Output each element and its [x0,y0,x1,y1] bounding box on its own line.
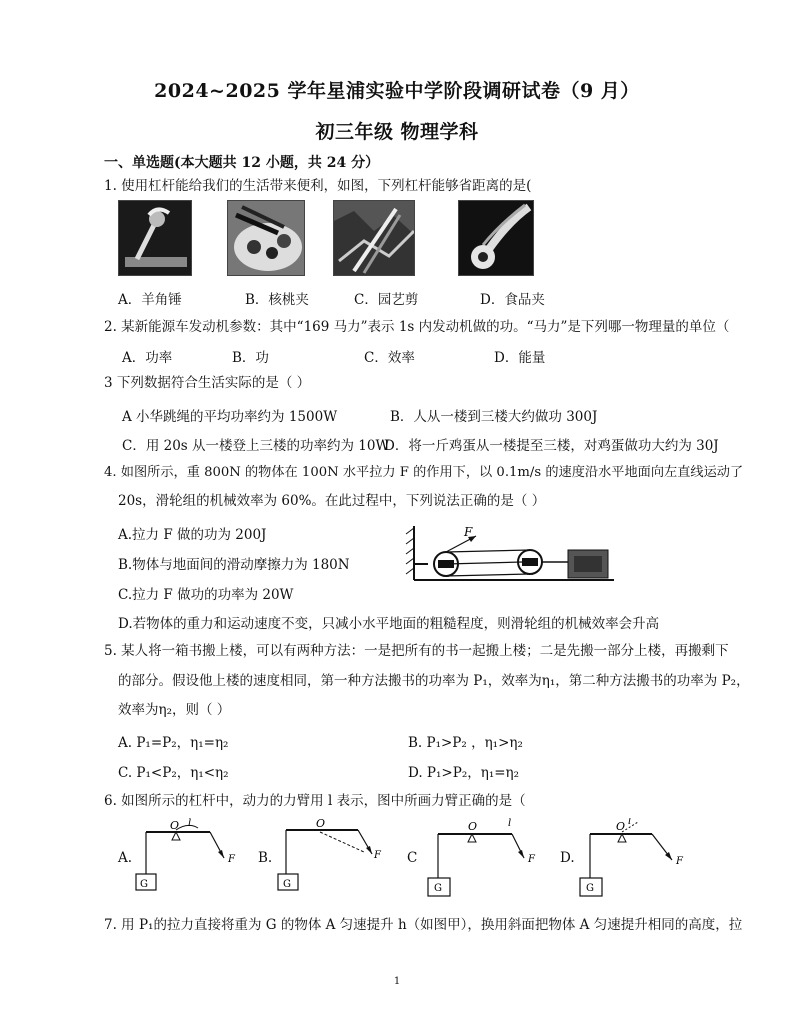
lever-d-pivot-label: O [616,820,626,833]
lever-a-weight-label: G [140,879,148,890]
q6-option-d: D. [560,850,575,866]
lever-figure-c [422,818,542,898]
q6-option-b: B. [258,850,273,866]
lever-a-pivot-label: O [170,819,180,832]
lever-figure-b [276,818,388,894]
q2-option-c: C．效率 [364,350,415,366]
q5-stem-line1: 5. 某人将一箱书搬上楼，可以有两种方法：一是把所有的书一起搬上楼；二是先搬一部分上楼，再搬剩下 [104,643,729,659]
q5-option-c: C. P₁<P₂，η₁<η₂ [118,765,229,781]
q4-option-d: D.若物体的重力和运动速度不变，只减小水平地面的粗糙程度，则滑轮组的机械效率会升高 [118,616,660,632]
q7-stem: 7. 用 P₁的拉力直接将重为 G 的物体 A 匀速提升 h（如图甲），换用斜面把物体 A 匀速提升相同的高度，拉 [104,917,743,933]
exam-subtitle: 初三年级 物理学科 [315,121,479,143]
lever-b-force-label: F [374,850,381,861]
pulley-force-label: F [464,525,473,539]
q1-option-c: C．园艺剪 [354,292,419,308]
hammer-photo [118,200,192,276]
q3-option-b: B．人从一楼到三楼大约做功 300J [390,409,598,425]
q4-option-c: C.拉力 F 做功的功率为 20W [118,587,294,603]
q1-option-d: D．食品夹 [480,292,545,308]
q5-option-d: D. P₁>P₂，η₁=η₂ [408,765,520,781]
q2-option-a: A．功率 [122,350,173,366]
q1-option-a: A．羊角锤 [118,292,182,308]
q6-option-c: C [407,850,418,866]
lever-c-weight-label: G [434,883,442,894]
lever-a-force-label: F [228,854,235,865]
lever-d-force-label: F [676,856,683,867]
food-tongs-photo [458,200,534,276]
exam-title: 2024~2025 学年星浦实验中学阶段调研试卷（9 月） [154,80,640,102]
q3-option-c: C．用 20s 从一楼登上三楼的功率约为 10W [122,438,390,454]
q4-option-b: B.物体与地面间的滑动摩擦力为 180N [118,557,350,573]
q5-stem-line3: 效率为η₂，则（ ） [118,702,231,718]
q4-stem-line1: 4. 如图所示，重 800N 的物体在 100N 水平拉力 F 的作用下，以 0.1m/s 的速度沿水平地面向左直线运动了 [104,465,744,480]
q4-option-a: A.拉力 F 做的功为 200J [118,527,267,543]
q6-stem: 6. 如图所示的杠杆中，动力的力臂用 l 表示，图中所画力臂正确的是（ [104,793,526,809]
q6-option-a: A. [118,850,133,866]
q2-option-b: B．功 [232,350,269,366]
lever-figure-a [132,818,242,894]
nutcracker-photo [227,200,305,276]
lever-c-force-label: F [528,854,535,865]
lever-b-weight-label: G [283,879,291,890]
pulley-figure [404,522,624,588]
section-heading: 一、单选题(本大题共 12 小题，共 24 分） [104,155,380,171]
lever-d-weight-label: G [586,883,594,894]
q2-stem: 2. 某新能源车发动机参数：其中“169 马力”表示 1s 内发动机做的功。“马力”是下列哪一物理量的单位（ [104,319,730,335]
q3-option-d: D．将一斤鸡蛋从一楼提至三楼，对鸡蛋做功大约为 30J [384,438,719,454]
q1-option-b: B．核桃夹 [245,292,309,308]
lever-c-pivot-label: O [468,820,478,833]
q2-option-d: D．能量 [494,350,546,366]
q1-stem: 1. 使用杠杆能给我们的生活带来便利，如图，下列杠杆能够省距离的是( [104,178,532,194]
lever-figure-d [576,818,696,898]
q5-stem-line2: 的部分。假设他上楼的速度相同，第一种方法搬书的功率为 P₁，效率为η₁，第二种方法搬书的功率为 P₂， [118,673,750,689]
q5-option-b: B. P₁>P₂ ，η₁>η₂ [408,735,523,751]
page-number: 1 [393,976,401,987]
q3-stem: 3 下列数据符合生活实际的是（ ） [104,375,311,391]
q5-option-a: A. P₁=P₂，η₁=η₂ [118,735,229,751]
lever-d-arm-label: l [628,818,632,827]
lever-c-arm-label: l [508,818,512,829]
q4-stem-line2: 20s，滑轮组的机械效率为 60%。在此过程中，下列说法正确的是（ ） [118,493,546,509]
lever-a-arm-label: l [188,818,192,829]
garden-shears-photo [333,200,415,276]
lever-b-pivot-label: O [316,818,326,830]
q3-option-a: A 小华跳绳的平均功率约为 1500W [122,409,338,425]
